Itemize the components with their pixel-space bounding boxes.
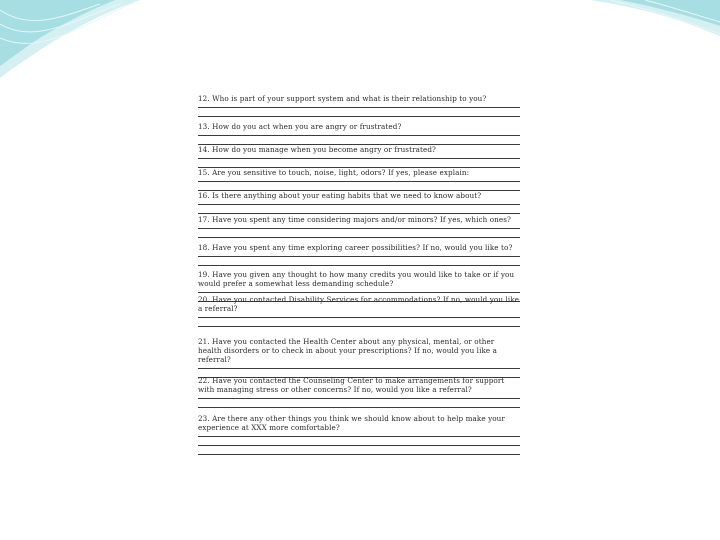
answer-line[interactable] — [198, 445, 520, 446]
answer-line[interactable] — [198, 454, 520, 455]
question-text: 15. Are you sensitive to touch, noise, light, odors? If yes, please explain: — [198, 168, 470, 177]
answer-line[interactable] — [198, 436, 520, 437]
question-text: 21. Have you contacted the Health Center about any physical, mental, or other health disorders or to check in about your prescriptions? If no, would you like a referral? — [198, 337, 498, 364]
answer-line[interactable] — [198, 265, 520, 266]
question-block — [198, 168, 520, 191]
question-block — [198, 414, 520, 455]
question-block — [198, 295, 520, 327]
question-block — [198, 243, 520, 266]
question-block — [198, 122, 520, 145]
answer-line[interactable] — [198, 116, 520, 117]
answer-line[interactable] — [198, 317, 520, 318]
question-text: 14. How do you manage when you become angry or frustrated? — [198, 145, 436, 154]
question-block — [198, 94, 520, 117]
answer-line[interactable] — [198, 237, 520, 238]
answer-line[interactable] — [198, 135, 520, 136]
answer-line[interactable] — [198, 228, 520, 229]
answer-line[interactable] — [198, 204, 520, 205]
question-text: 17. Have you spent any time considering majors and/or minors? If yes, which ones? — [198, 215, 511, 224]
answer-line[interactable] — [198, 407, 520, 408]
question-text: 20. Have you contacted Disability Services for accommodations? If no, would you like a referral? — [198, 295, 520, 313]
answer-line[interactable] — [198, 398, 520, 399]
question-text: 16. Is there anything about your eating habits that we need to know about? — [198, 191, 482, 200]
question-block — [198, 191, 520, 214]
answer-line[interactable] — [198, 292, 520, 293]
question-text: 13. How do you act when you are angry or frustrated? — [198, 122, 402, 131]
question-block — [198, 145, 520, 168]
question-text: 23. Are there any other things you think we should know about to help make your experience at XXX more comfortable? — [198, 414, 505, 432]
question-text: 22. Have you contacted the Counseling Center to make arrangements for support with managing stress or other concerns? If no, would you like a referral? — [198, 376, 505, 394]
question-block — [198, 215, 520, 238]
question-block — [198, 376, 520, 408]
answer-line[interactable] — [198, 158, 520, 159]
answer-line[interactable] — [198, 326, 520, 327]
question-block — [198, 337, 520, 378]
answer-line[interactable] — [198, 368, 520, 369]
question-text: 19. Have you given any thought to how many credits you would like to take or if you would prefer a somewhat less demanding schedule? — [198, 270, 515, 288]
corner-decoration-right — [590, 0, 720, 40]
answer-line[interactable] — [198, 213, 520, 214]
question-text: 18. Have you spent any time exploring career possibilities? If no, would you like to? — [198, 243, 513, 252]
corner-decoration-left — [0, 0, 140, 80]
question-text: 12. Who is part of your support system and what is their relationship to you? — [198, 94, 487, 103]
answer-line[interactable] — [198, 181, 520, 182]
answer-line[interactable] — [198, 256, 520, 257]
answer-line[interactable] — [198, 107, 520, 108]
